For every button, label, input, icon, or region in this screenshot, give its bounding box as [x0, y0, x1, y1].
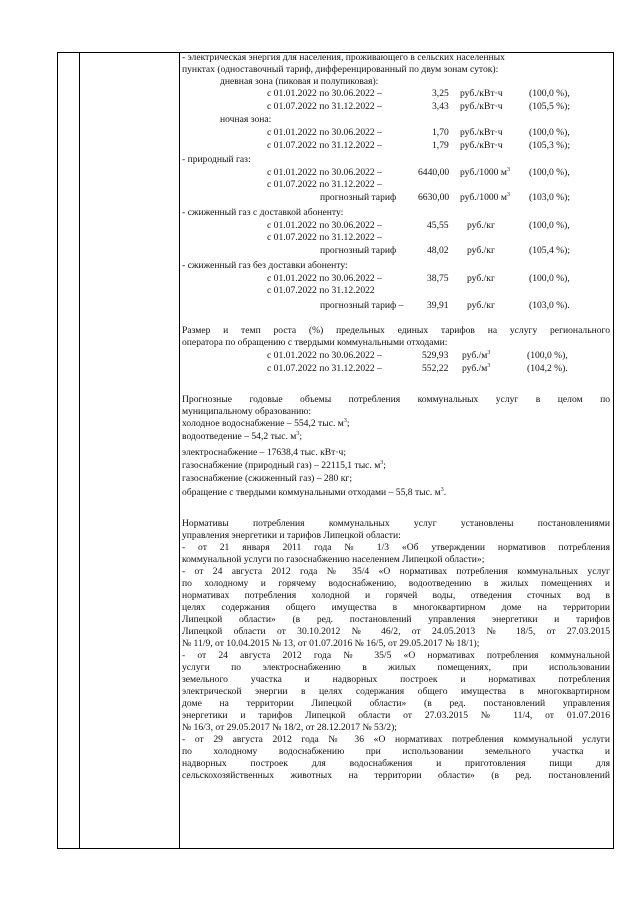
volume-item: холодное водоснабжение – 554,2 тыс. $м^3$; [182, 418, 350, 429]
norms-line: - от 29 августа 2012 года № 36 «О нормативах потребления коммунальной услуги [182, 734, 610, 745]
norms-line: № 16/3, от 29.05.2017 № 18/2, от 28.12.2017 № 53/2); [182, 722, 397, 733]
norms-line: Нормативы потребления коммунальных услуг установлены постановлениями [182, 518, 610, 529]
norms-line: управления энергетики и тарифов Липецкой области: [182, 530, 401, 541]
norms-line: Липецкой области» (в ред. постановлений управления энергетики и тарифов [182, 614, 610, 625]
norms-line: услуги по электроснабжению в жилых помещениях, при использовании [182, 662, 610, 673]
norms-line: земельного участка и надворных построек и нормативах потребления [182, 674, 610, 685]
lpg-no-delivery-label: - сжиженный газ без доставки абоненту: [182, 260, 348, 271]
volume-item: обращение с твердыми коммунальными отходами – 55,8 тыс. $м^3$. [182, 487, 447, 498]
night-zone-label: ночная зона: [220, 114, 272, 125]
waste-intro-2: оператора по обращению с твердыми коммунальными отходами: [182, 337, 448, 348]
norms-line: доме на территории Липецкой области» (в ред. постановлений управления [182, 698, 610, 709]
norms-line: по холодному водоснабжению при использовании земельного участка и [182, 746, 610, 757]
day-zone-label: дневная зона (пиковая и полупиковая): [220, 76, 379, 87]
natural-gas-label: - природный газ: [182, 154, 251, 165]
norms-line: - от 24 августа 2012 года № 35/4 «О нормативах потребления коммунальных услуг [182, 566, 610, 577]
electricity-intro-2: пунктах (одноставочный тариф, дифференцированный по двум зонам суток): [182, 64, 499, 75]
norms-line: № 11/9, от 10.04.2015 № 13, от 01.07.2016 № 16/5, от 29.05.2017 № 18/1); [182, 638, 480, 649]
volumes-intro-2: муниципальному образованию: [182, 406, 312, 417]
norms-line: надворных построек для водоснабжения и приготовления пищи для [182, 758, 610, 769]
norms-line: целях содержания общего имущества в многоквартирном доме на территории [182, 602, 610, 613]
norms-line: - от 24 августа 2012 года № 35/5 «О нормативах потребления коммунальной [182, 650, 610, 661]
norms-line: нормативах потребления холодной и горячей воды, отведения сточных вод в [182, 590, 610, 601]
norms-line: электрической энергии в целях содержания общего имущества в многоквартирном [182, 686, 610, 697]
waste-intro-1: Размер и темп роста (%) предельных единых тарифов на услугу регионального [182, 325, 610, 336]
gas-period-2: с 01.07.2022 по 31.12.2022 – [267, 179, 382, 190]
norms-line: - от 21 января 2011 года № 1/3 «Об утверждении нормативов потребления [182, 542, 610, 553]
norms-line: коммунальной услуги по газоснабжению населением Липецкой области»; [182, 554, 485, 565]
lpg-delivery-label: - сжиженный газ с доставкой абоненту: [182, 207, 344, 218]
volume-item: газоснабжение (сжиженный газ) – 280 кг; [182, 473, 352, 484]
volumes-intro-1: Прогнозные годовые объемы потребления коммунальных услуг в целом по [182, 394, 610, 405]
volume-item: газоснабжение (природный газ) – 22115,1 тыс. $м^3$; [182, 460, 386, 471]
norms-line: сельскохозяйственных животных на территории области» (в ред. постановлений [182, 770, 610, 781]
volume-item: водоотведение – 54,2 тыс. $м^3$; [182, 431, 303, 442]
norms-line: по холодному и горячему водоснабжению, водоотведению в жилых помещениях и [182, 578, 610, 589]
column-divider-1 [79, 53, 80, 848]
lpg-no-delivery-period-2: с 01.07.2022 по 31.12.2022 [267, 285, 375, 296]
volume-item: электроснабжение – 17638,4 тыс. кВт·ч; [182, 447, 347, 458]
column-divider-2 [179, 53, 180, 848]
norms-line: Липецкой области от 30.10.2012 № 46/2, от 24.05.2013 № 18/5, от 27.03.2015 [182, 626, 610, 637]
norms-line: энергетики и тарифов Липецкой области от 27.03.2015 № 11/4, от 01.07.2016 [182, 710, 610, 721]
electricity-intro-1: - электрическая энергия для населения, проживающего в сельских населенных [182, 52, 505, 63]
lpg-delivery-period-2: с 01.07.2022 по 31.12.2022 – [267, 232, 382, 243]
